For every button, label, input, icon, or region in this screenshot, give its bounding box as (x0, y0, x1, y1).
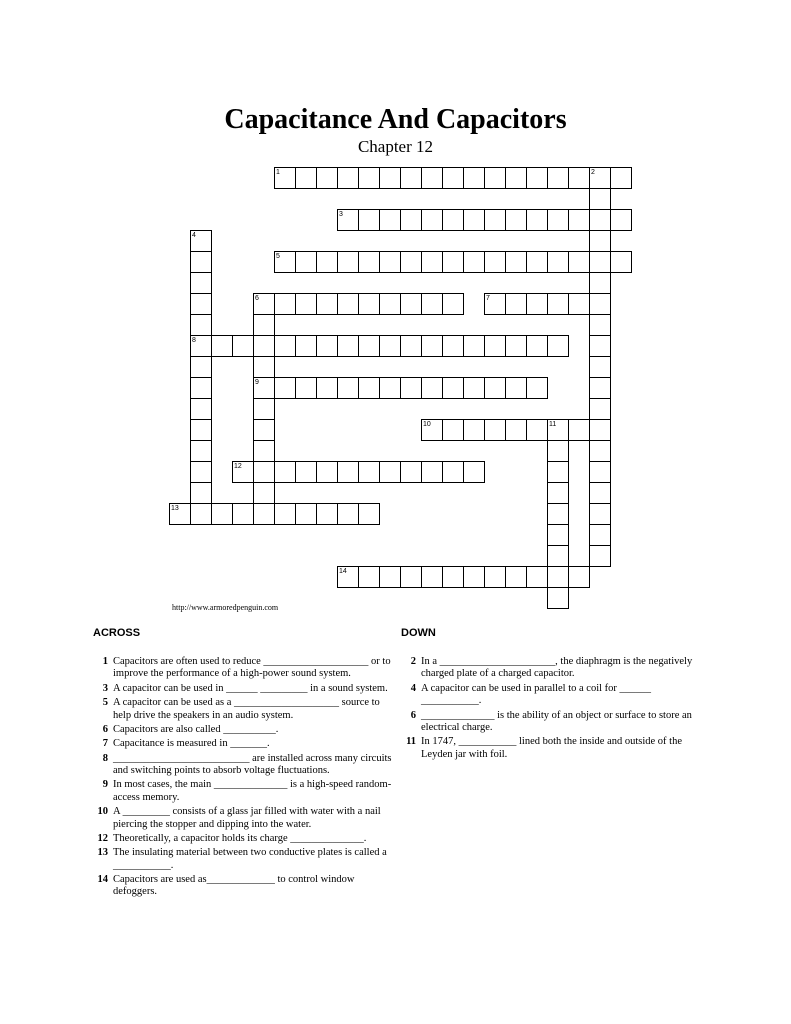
grid-cell (316, 503, 338, 525)
grid-cell (274, 335, 296, 357)
grid-cell (421, 293, 443, 315)
grid-cell (589, 398, 611, 420)
grid-cell (337, 503, 359, 525)
grid-cell (400, 335, 422, 357)
grid-cell (421, 335, 443, 357)
cell-number: 4 (192, 232, 196, 239)
grid-cell (316, 335, 338, 357)
clue-text: Theoretically, a capacitor holds its charge ______________. (113, 832, 367, 844)
grid-cell (589, 356, 611, 378)
grid-cell (463, 209, 485, 231)
grid-cell (463, 419, 485, 441)
clue-number: 1 (102, 656, 108, 667)
grid-cell (505, 377, 527, 399)
grid-cell (526, 167, 548, 189)
clue-number: 11 (406, 736, 416, 748)
clue-text: A capacitor can be used in ______ _________ in a sound system. (113, 682, 388, 694)
grid-cell (253, 419, 275, 441)
grid-cell (358, 251, 380, 273)
grid-cell (253, 461, 275, 483)
grid-cell (316, 251, 338, 273)
clue-number: 3 (102, 682, 108, 694)
grid-cell (589, 209, 611, 231)
grid-cell (505, 209, 527, 231)
cell-number: 14 (339, 568, 347, 575)
grid-cell (589, 377, 611, 399)
grid-cell (232, 335, 254, 357)
down-list (401, 656, 693, 761)
grid-cell (463, 251, 485, 273)
clue-text: A capacitor can be used as a ____________________ source to help drive the speakers in an audio system. (113, 697, 380, 721)
clue-number: 2 (410, 656, 416, 667)
grid-cell (526, 251, 548, 273)
grid-cell (463, 335, 485, 357)
clue-text: Capacitance is measured in _______. (113, 738, 270, 750)
clue-item (93, 806, 393, 831)
grid-cell (379, 377, 401, 399)
grid-cell (610, 209, 632, 231)
grid-cell (442, 167, 464, 189)
grid-cell (316, 377, 338, 399)
grid-cell (358, 167, 380, 189)
grid-cell (589, 272, 611, 294)
grid-cell (316, 167, 338, 189)
grid-cell (547, 461, 569, 483)
clue-item (93, 753, 393, 778)
grid-cell (274, 503, 296, 525)
crossword-grid (169, 167, 633, 610)
grid-cell (337, 461, 359, 483)
cell-number: 11 (549, 421, 557, 428)
grid-cell (526, 566, 548, 588)
grid-cell (358, 293, 380, 315)
grid-cell (484, 251, 506, 273)
grid-cell (253, 314, 275, 336)
grid-cell (505, 293, 527, 315)
clue-item (93, 847, 393, 872)
grid-cell (505, 419, 527, 441)
grid-cell (547, 167, 569, 189)
grid-cell (400, 293, 422, 315)
grid-cell (358, 335, 380, 357)
grid-cell (589, 440, 611, 462)
grid-cell (505, 566, 527, 588)
grid-cell (589, 251, 611, 273)
grid-cell (484, 209, 506, 231)
grid-cell (526, 335, 548, 357)
grid-cell (358, 209, 380, 231)
clue-item (401, 656, 693, 681)
grid-cell (547, 587, 569, 609)
grid-cell (295, 503, 317, 525)
grid-cell (421, 566, 443, 588)
grid-cell (484, 419, 506, 441)
grid-cell (547, 293, 569, 315)
grid-cell (568, 293, 590, 315)
grid-cell (295, 167, 317, 189)
grid-cell (421, 167, 443, 189)
clue-text: ______________ is the ability of an object or surface to store an electrical charge. (421, 709, 692, 733)
grid-cell (526, 419, 548, 441)
grid-cell (274, 293, 296, 315)
source-url: http://www.armoredpenguin.com (172, 603, 279, 612)
grid-cell (295, 335, 317, 357)
grid-cell (568, 419, 590, 441)
grid-cell (589, 314, 611, 336)
page-title: Capacitance And Capacitors (224, 104, 567, 135)
grid-cell (442, 335, 464, 357)
clue-number: 9 (102, 779, 108, 791)
grid-cell (274, 461, 296, 483)
grid-cell (400, 209, 422, 231)
grid-cell (253, 356, 275, 378)
grid-cell (337, 293, 359, 315)
clue-item (93, 656, 393, 681)
grid-cell (379, 335, 401, 357)
clue-number: 8 (102, 752, 108, 764)
grid-cell (253, 398, 275, 420)
grid-cell (379, 251, 401, 273)
clue-text: Capacitors are often used to reduce ____________________ or to improve the performance of a high-power sound system. (113, 656, 391, 680)
clue-text: A _________ consists of a glass jar filled with water with a nail piercing the stopper and dipping into the water. (113, 806, 381, 830)
grid-cell (400, 461, 422, 483)
down-header: DOWN (401, 627, 436, 639)
clue-item (93, 779, 393, 804)
grid-cell (337, 335, 359, 357)
grid-cell (484, 335, 506, 357)
grid-cell (463, 167, 485, 189)
grid-cell (505, 251, 527, 273)
grid-cell (421, 251, 443, 273)
page-subtitle: Chapter 12 (357, 137, 434, 156)
clue-item (401, 683, 693, 708)
grid-cell (379, 293, 401, 315)
grid-cell (442, 566, 464, 588)
grid-cell (358, 461, 380, 483)
grid-cell (568, 251, 590, 273)
grid-cell (484, 566, 506, 588)
grid-cell (379, 461, 401, 483)
clue-number: 14 (97, 874, 108, 885)
grid-cell (190, 272, 212, 294)
clue-number: 4 (410, 682, 416, 694)
grid-cell (337, 251, 359, 273)
grid-cell (568, 167, 590, 189)
grid-cell (463, 377, 485, 399)
grid-cell (547, 503, 569, 525)
cell-number: 1 (276, 169, 280, 176)
grid-cell (589, 419, 611, 441)
grid-cell (547, 566, 569, 588)
grid-cell (589, 335, 611, 357)
grid-cell (589, 461, 611, 483)
cell-number: 13 (171, 505, 179, 512)
grid-cell (526, 377, 548, 399)
clue-item (93, 738, 393, 750)
grid-cell (547, 335, 569, 357)
grid-cell (526, 293, 548, 315)
grid-cell (358, 377, 380, 399)
clue-text: Capacitors are used as_____________ to control window defoggers. (113, 874, 355, 898)
cell-number: 3 (339, 211, 343, 218)
grid-cell (589, 230, 611, 252)
clue-text: Capacitors are also called __________. (113, 723, 279, 735)
clue-number: 13 (97, 847, 108, 859)
grid-cell (295, 461, 317, 483)
grid-cell (190, 398, 212, 420)
grid-cell (190, 251, 212, 273)
grid-cell (190, 314, 212, 336)
cell-number: 8 (192, 337, 196, 344)
grid-cell (400, 167, 422, 189)
grid-cell (547, 545, 569, 567)
cell-number: 7 (486, 295, 490, 302)
grid-cell (190, 482, 212, 504)
clue-text: A capacitor can be used in parallel to a coil for ______ ___________. (421, 682, 652, 707)
grid-cell (442, 377, 464, 399)
clue-text: In 1747, ___________ lined both the inside and outside of the Leyden jar with foil. (421, 736, 683, 760)
grid-cell (421, 209, 443, 231)
grid-cell (421, 461, 443, 483)
clue-number: 10 (97, 806, 108, 818)
grid-cell (211, 335, 233, 357)
clue-number: 7 (102, 738, 108, 750)
grid-cell (484, 167, 506, 189)
grid-cell (295, 293, 317, 315)
cell-number: 2 (591, 169, 595, 176)
clue-text: In most cases, the main ______________ is a high-speed random-access memory. (113, 779, 392, 803)
grid-cell (547, 524, 569, 546)
across-header: ACROSS (93, 627, 141, 639)
clue-text: __________________________ are installed across many circuits and switching points to absorb voltage fluctuations. (113, 752, 392, 776)
grid-cell (547, 482, 569, 504)
clue-number: 6 (102, 723, 108, 735)
grid-cell (589, 482, 611, 504)
grid-cell (526, 209, 548, 231)
grid-cell (274, 377, 296, 399)
grid-cell (316, 293, 338, 315)
across-section (93, 627, 393, 901)
grid-cell (421, 377, 443, 399)
grid-cell (568, 566, 590, 588)
grid-cell (463, 461, 485, 483)
grid-cell (358, 503, 380, 525)
cell-number: 6 (255, 295, 259, 302)
grid-cell (316, 461, 338, 483)
grid-cell (190, 461, 212, 483)
grid-cell (547, 209, 569, 231)
grid-cell (442, 209, 464, 231)
grid-cell (442, 461, 464, 483)
clue-item (401, 736, 693, 761)
grid-cell (442, 419, 464, 441)
clue-number: 5 (102, 697, 108, 709)
cell-number: 12 (234, 463, 242, 470)
grid-cell (463, 566, 485, 588)
grid-cell (190, 419, 212, 441)
grid-cell (610, 167, 632, 189)
grid-cell (442, 251, 464, 273)
grid-cell (253, 482, 275, 504)
grid-cell (337, 377, 359, 399)
grid-cell (295, 377, 317, 399)
grid-cell (484, 377, 506, 399)
clue-item (93, 833, 393, 845)
grid-cell (358, 566, 380, 588)
grid-cell (400, 377, 422, 399)
grid-cell (610, 251, 632, 273)
grid-cell (442, 293, 464, 315)
grid-cell (400, 251, 422, 273)
grid-cell (190, 377, 212, 399)
grid-cell (379, 566, 401, 588)
grid-cell (547, 251, 569, 273)
grid-cell (589, 293, 611, 315)
clue-number: 6 (410, 709, 416, 721)
grid-cell (547, 440, 569, 462)
clue-text: In a ______________________, the diaphragm is the negatively charged plate of a charged capacitor. (421, 656, 693, 680)
grid-cell (379, 209, 401, 231)
grid-cell (190, 293, 212, 315)
grid-cell (253, 335, 275, 357)
clue-text: The insulating material between two conductive plates is called a ___________. (113, 847, 387, 871)
across-list (93, 656, 393, 899)
clue-item (401, 710, 693, 735)
clue-item (93, 874, 393, 899)
grid-cell (505, 335, 527, 357)
grid-cell (232, 503, 254, 525)
clue-item (93, 697, 393, 722)
grid-cell (337, 167, 359, 189)
grid-cell (400, 566, 422, 588)
down-section (401, 627, 693, 763)
grid-cell (211, 503, 233, 525)
grid-cell (505, 167, 527, 189)
grid-cell (589, 524, 611, 546)
grid-cell (568, 209, 590, 231)
clue-item (93, 683, 393, 695)
clue-number: 12 (97, 832, 108, 844)
cell-number: 5 (276, 253, 280, 260)
grid-cell (253, 503, 275, 525)
clue-item (93, 724, 393, 736)
grid-cell (253, 440, 275, 462)
grid-cell (379, 167, 401, 189)
grid-cell (190, 440, 212, 462)
grid-cell (589, 545, 611, 567)
cell-number: 9 (255, 379, 259, 386)
cell-number: 10 (423, 421, 431, 428)
grid-cell (295, 251, 317, 273)
grid-cell (589, 503, 611, 525)
grid-cell (190, 503, 212, 525)
grid-cell (589, 188, 611, 210)
grid-cell (190, 356, 212, 378)
